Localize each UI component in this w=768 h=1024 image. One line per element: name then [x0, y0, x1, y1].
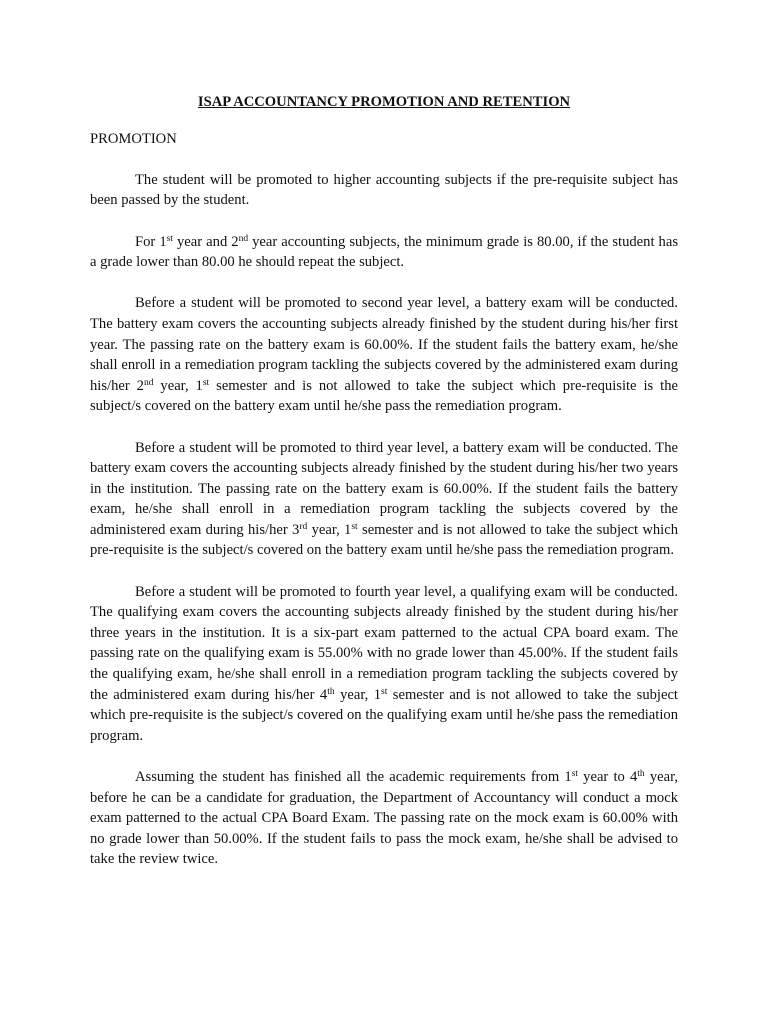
paragraph-fourth-year: [90, 582, 678, 747]
paragraph-text: Assuming the student has finished all the academic requirements from 1: [135, 769, 572, 785]
paragraph-text: semester and is not allowed to take the subject which pre-requisite is the subject/s covered on the qualifying exam until he/she pass the remediation program.: [90, 686, 678, 744]
paragraph-text: year accounting subjects, the minimum grade is 80.00, if the student has a grade lower than 80.00 he should repeat the subject.: [90, 233, 679, 271]
paragraph-text: Before a student will be promoted to third year level, a battery exam will be conducted. The battery exam covers the accounting subjects already finished by the student during his/her two years in the institution. The passing rate on the battery exam is 60.00%. If the student fails the battery exam, he/she shall enroll in a remediation program tackling the subjects covered by the administered exam during his/her 3: [90, 439, 678, 538]
paragraph-text: year, 1: [307, 521, 352, 538]
paragraph-minimum-grade: [90, 232, 678, 273]
ordinal-suffix: st: [166, 233, 173, 244]
paragraph-text: year to 4: [578, 769, 638, 785]
paragraph-prerequisite: [90, 170, 678, 211]
ordinal-suffix: st: [381, 686, 388, 697]
paragraph-text: Before a student will be promoted to second year level, a battery exam will be conducted. The battery exam covers the accounting subjects already finished by the student during his/her first year. The passing rate on the battery exam is 60.00%. If the student fails the battery exam, he/she shall enroll in a remediation program tackling the subjects covered by the administered exam during his/her 2: [90, 295, 678, 394]
paragraph-list: [90, 170, 678, 870]
ordinal-suffix: st: [571, 769, 578, 779]
ordinal-suffix: th: [327, 686, 335, 697]
paragraph-text: Before a student will be promoted to fourth year level, a qualifying exam will be conducted. The qualifying exam covers the accounting subjects already finished by the student during his/her three years in the institution. It is a six-part exam patterned to the actual CPA board exam. The passing rate on the qualifying exam is 55.00% with no grade lower than 45.00%. If the student fails the qualifying exam, he/she shall enroll in a remediation program tackling the subjects covered by the administered exam during his/her 4: [90, 583, 678, 703]
paragraph-text: year, 1: [153, 377, 203, 394]
ordinal-suffix: nd: [238, 233, 249, 244]
paragraph-text: year, before he can be a candidate for graduation, the Department of Accountancy will conduct a mock exam patterned to the actual CPA Board Exam. The passing rate on the mock exam is 60.00% with no grade lower than 50.00%. If the student fails to pass the mock exam, he/she shall be advised to take the review twice.: [90, 769, 678, 868]
ordinal-suffix: st: [202, 377, 210, 388]
section-heading-promotion: PROMOTION: [90, 130, 177, 147]
ordinal-suffix: st: [351, 521, 358, 532]
paragraph-text: The student will be promoted to higher accounting subjects if the pre-requisite subject has been passed by the student.: [90, 171, 678, 209]
paragraph-mock-exam: [90, 767, 678, 870]
paragraph-text: For 1: [135, 233, 167, 250]
paragraph-text: year, 1: [334, 686, 381, 703]
paragraph-text: semester and is not allowed to take the subject which pre-requisite is the subject/s covered on the battery exam until he/she pass the remediation program.: [90, 521, 678, 559]
ordinal-suffix: th: [637, 769, 645, 779]
paragraph-second-year: [90, 293, 678, 417]
paragraph-text: semester and is not allowed to take the subject which pre-requisite is the subject/s covered on the battery exam until he/she pass the remediation program.: [90, 377, 678, 415]
paragraph-text: year and 2: [172, 233, 239, 250]
document-body: [90, 92, 678, 891]
document-title: ISAP ACCOUNTANCY PROMOTION AND RETENTION: [197, 94, 571, 110]
ordinal-suffix: rd: [299, 521, 308, 532]
paragraph-third-year: [90, 438, 678, 562]
ordinal-suffix: nd: [143, 377, 154, 388]
